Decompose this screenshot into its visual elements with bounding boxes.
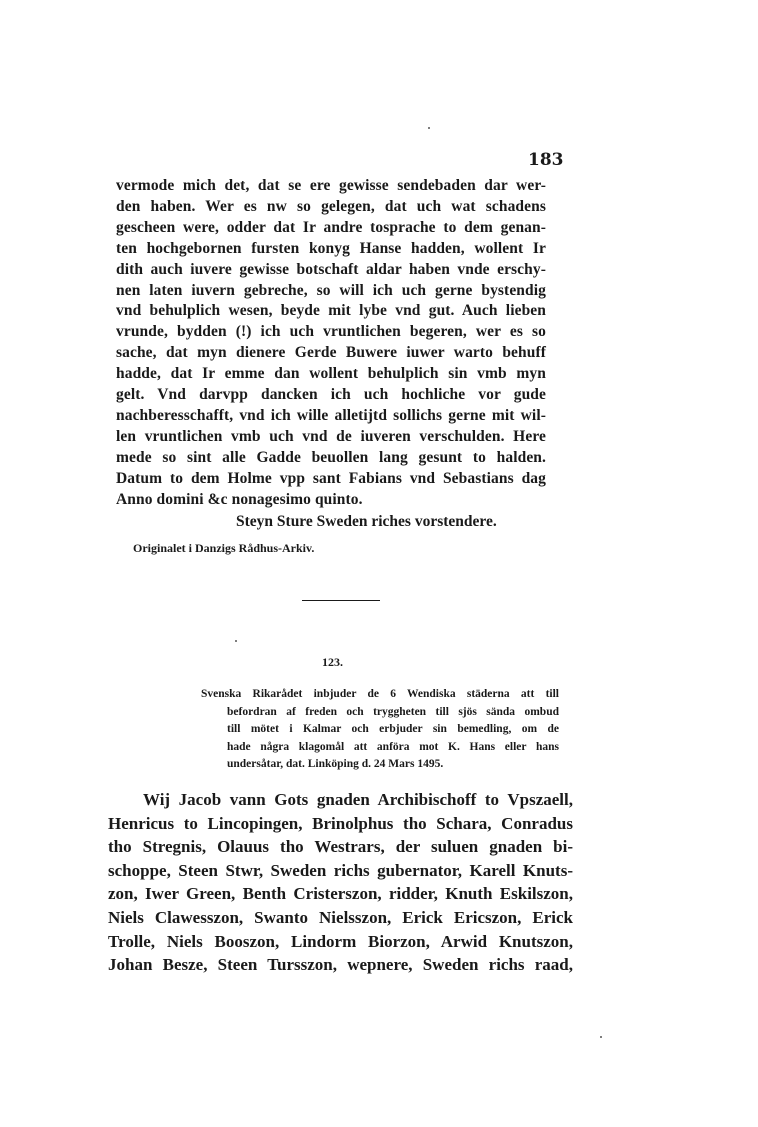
letter-line: nachberesschafft, vnd ich wille alletijtd sollichs gerne mit wil- <box>116 406 546 424</box>
summary-line: hade några klagomål att anföra mot K. Hans eller hans <box>227 740 559 753</box>
body-line: schoppe, Steen Stwr, Sweden richs gubernator, Karell Knuts- <box>108 860 573 880</box>
summary-line: till mötet i Kalmar och erbjuder sin bemedling, om de <box>227 723 559 736</box>
document-summary <box>201 686 559 774</box>
letter-line: len vruntlichen vmb uch vnd de iuveren verschulden. Here <box>116 427 546 445</box>
page-number: 183 <box>528 150 564 170</box>
letter-line: gescheen were, odder dat Ir andre tosprache to dem genan- <box>116 218 546 236</box>
letter-text <box>116 176 546 532</box>
letter-line: gelt. Vnd darvpp dancken ich uch hochliche vor gude <box>116 386 546 404</box>
body-line: Henricus to Lincopingen, Brinolphus tho Schara, Conradus <box>108 813 573 833</box>
letter-line: dith auch iuvere gewisse botschaft aldar haben vnde erschy- <box>116 260 546 278</box>
body-line: Wij Jacob vann Gots gnaden Archibischoff to Vpszaell, <box>143 790 573 809</box>
body-line: tho Stregnis, Olauus tho Westrars, der suluen gnaden bi- <box>108 837 573 857</box>
document-body <box>108 788 573 977</box>
document-number: 123. <box>322 655 343 669</box>
letter-line: sache, dat myn dienere Gerde Buwere iuwer warto behuff <box>116 344 546 362</box>
letter-line: Datum to dem Holme vpp sant Fabians vnd Sebastians dag <box>116 469 546 487</box>
letter-line: mede so sint alle Gadde beuollen lang gesunt to halden. <box>116 448 546 466</box>
speck-top <box>428 127 430 129</box>
letter-line: hadde, dat Ir emme dan wollent behulplich sin vmb myn <box>116 365 546 383</box>
letter-line: vrunde, bydden (!) ich uch vruntlichen begeren, wer es so <box>116 323 546 341</box>
signature: Steyn Sture Sweden riches vorstendere. <box>236 512 497 530</box>
letter-line: vnd behulplich wesen, beyde mit lybe vnd gut. Auch lieben <box>116 302 546 320</box>
body-line: Niels Clawesszon, Swanto Nielsszon, Erick Ericszon, Erick <box>108 907 573 927</box>
letter-line: den haben. Wer es nw so gelegen, dat uch wat schadens <box>116 197 546 215</box>
body-line: Trolle, Niels Booszon, Lindorm Biorzon, Arwid Knutszon, <box>108 931 573 951</box>
body-line: Johan Besze, Steen Tursszon, wepnere, Sweden richs raad, <box>108 955 573 975</box>
summary-line: Svenska Rikarådet inbjuder de 6 Wendiska städerna att till <box>201 688 559 700</box>
section-divider <box>302 600 380 601</box>
source-note: Originalet i Danzigs Rådhus-Arkiv. <box>133 541 315 555</box>
letter-line: vermode mich det, dat se ere gewisse sendebaden dar wer- <box>116 177 546 194</box>
letter-line: ten hochgebornen fursten konyg Hanse hadden, wollent Ir <box>116 239 546 257</box>
speck-mid <box>235 640 237 642</box>
letter-line: nen laten iuvern gebreche, so will ich uch gerne bystendig <box>116 281 546 299</box>
summary-line: befordran af freden och tryggheten till sjös sända ombud <box>227 705 559 718</box>
body-line: zon, Iwer Green, Benth Cristerszon, ridder, Knuth Eskilszon, <box>108 884 573 904</box>
summary-line: undersåtar, dat. Linköping d. 24 Mars 1495. <box>227 758 444 771</box>
letter-line: Anno domini &c nonagesimo quinto. <box>116 490 363 508</box>
speck-bottom <box>600 1036 602 1038</box>
